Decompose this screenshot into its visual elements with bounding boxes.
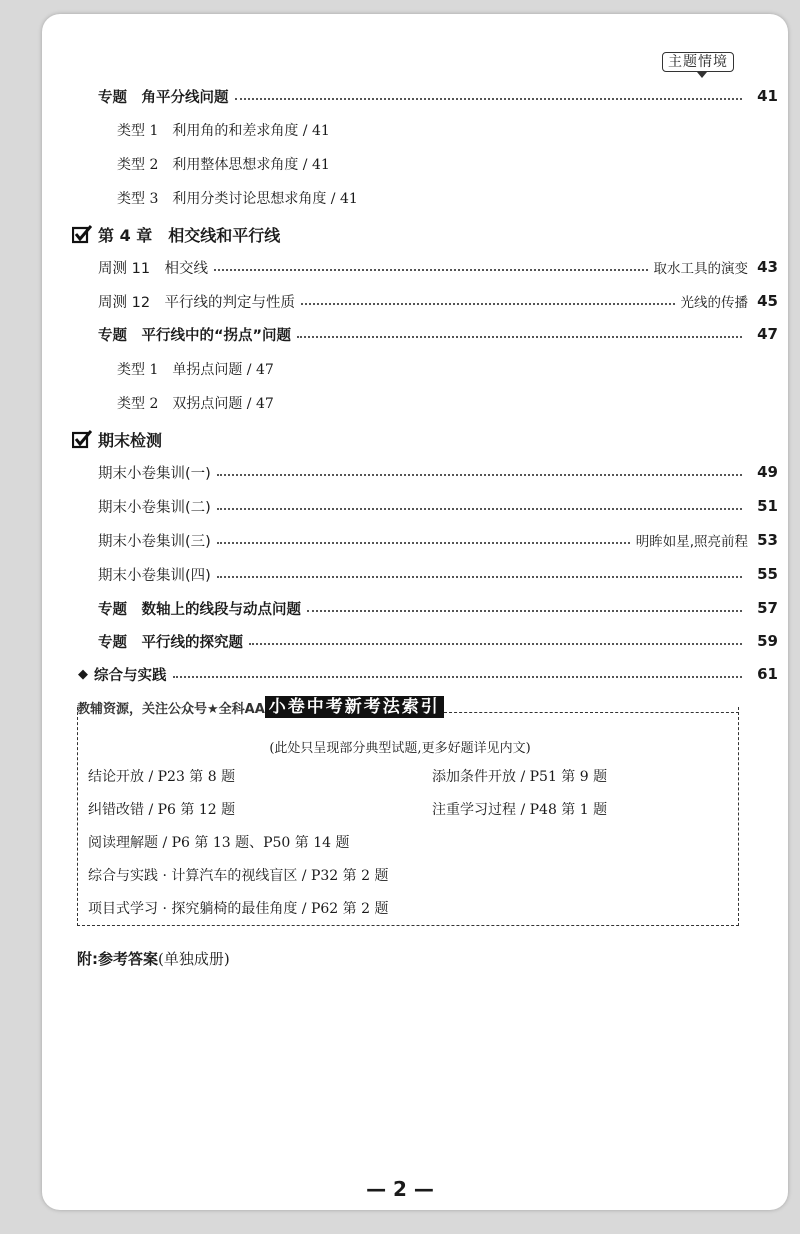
toc-subentry-label: 类型 1 单拐点问题 / 47 — [117, 362, 274, 378]
toc-entry-label: 综合与实践 — [94, 667, 167, 684]
toc-subentry[interactable] — [117, 119, 330, 141]
toc-entry[interactable] — [98, 597, 778, 619]
toc-entry[interactable] — [98, 461, 778, 483]
leader-dots — [235, 98, 743, 100]
toc-entry-page: 53 — [757, 531, 778, 549]
toc-entry-page: 57 — [757, 599, 778, 617]
toc-entry-page: 47 — [757, 325, 778, 343]
toc-entry-label: 期末小卷集训(一) — [98, 465, 211, 482]
toc-entry-page: 51 — [757, 497, 778, 515]
toc-entry-page: 43 — [757, 258, 778, 276]
exam-index-item[interactable]: 纠错改错 / P6 第 12 题 — [88, 802, 236, 818]
exam-index-item[interactable]: 结论开放 / P23 第 8 题 — [88, 769, 236, 785]
exam-index-note: (此处只呈现部分典型试题,更多好题详见内文) — [269, 741, 531, 756]
toc-entry[interactable] — [98, 290, 778, 312]
toc-entry[interactable] — [98, 323, 778, 345]
toc-entry[interactable] — [98, 529, 778, 551]
leader-dots — [301, 303, 674, 305]
checkbox-checked-icon — [72, 224, 92, 244]
leader-dots — [217, 542, 630, 544]
exam-index-item[interactable]: 项目式学习 · 探究躺椅的最佳角度 / P62 第 2 题 — [88, 901, 389, 917]
toc-subentry-label: 类型 3 利用分类讨论思想求角度 / 41 — [117, 191, 358, 207]
chapter-title: 第 4 章 相交线和平行线 — [98, 225, 281, 245]
exam-index-title: 小卷中考新考法索引 — [265, 696, 444, 718]
theme-context-tag: 主题情境 — [662, 52, 734, 72]
toc-subentry[interactable] — [117, 187, 358, 209]
watermark-text: 教辅资源，关注公众号★全科AA — [77, 701, 265, 717]
leader-dots — [217, 474, 742, 476]
leader-dots — [307, 610, 742, 612]
appendix-detail: (单独成册) — [158, 950, 230, 968]
exam-index-item[interactable]: 阅读理解题 / P6 第 13 题、P50 第 14 题 — [88, 835, 350, 851]
toc-entry-label: 专题 数轴上的线段与动点问题 — [98, 601, 301, 618]
divider — [444, 712, 739, 713]
toc-entry-label: 期末小卷集训(二) — [98, 499, 211, 516]
toc-entry-label: 专题 平行线的探究题 — [98, 634, 243, 651]
toc-entry[interactable] — [98, 495, 778, 517]
toc-entry[interactable] — [98, 630, 778, 652]
toc-entry-page: 59 — [757, 632, 778, 650]
toc-entry-label: 周测 12 平行线的判定与性质 — [98, 294, 296, 311]
appendix-note — [77, 948, 230, 969]
toc-subentry-label: 类型 2 双拐点问题 / 47 — [117, 396, 274, 412]
exam-index-header — [77, 697, 739, 717]
toc-entry-page: 49 — [757, 463, 778, 481]
toc-entry[interactable] — [98, 256, 778, 278]
chapter-heading[interactable] — [72, 222, 280, 246]
exam-index-item[interactable]: 注重学习过程 / P48 第 1 题 — [432, 802, 608, 818]
toc-subentry-label: 类型 1 利用角的和差求角度 / 41 — [117, 123, 330, 139]
toc-entry-theme: 取水工具的演变 — [653, 261, 748, 277]
checkbox-checked-icon — [72, 429, 92, 449]
leader-dots — [249, 643, 742, 645]
toc-entry-page: 41 — [757, 87, 778, 105]
toc-entry[interactable] — [98, 563, 778, 585]
toc-entry-page: 61 — [757, 665, 778, 683]
leader-dots — [297, 336, 742, 338]
toc-entry-page: 45 — [757, 292, 778, 310]
toc-entry-label: 专题 平行线中的“拐点”问题 — [98, 327, 292, 344]
toc-entry[interactable] — [98, 85, 778, 107]
exam-index-item[interactable]: 添加条件开放 / P51 第 9 题 — [432, 769, 608, 785]
toc-subentry[interactable] — [117, 392, 274, 414]
toc-subentry[interactable] — [117, 153, 330, 175]
diamond-bullet-icon: ◆ — [78, 666, 88, 682]
chapter-heading[interactable] — [72, 427, 162, 451]
leader-dots — [173, 676, 743, 678]
toc-entry-theme: 光线的传播 — [680, 295, 748, 311]
appendix-label: 附:参考答案 — [77, 950, 158, 968]
toc-entry-label: 周测 11 相交线 — [98, 260, 209, 277]
toc-subentry-label: 类型 2 利用整体思想求角度 / 41 — [117, 157, 330, 173]
leader-dots — [217, 576, 742, 578]
toc-subentry[interactable] — [117, 358, 274, 380]
page-number: — 2 — — [366, 1177, 434, 1201]
toc-entry-theme: 明眸如星,照亮前程 — [635, 534, 748, 550]
toc-entry-label: 专题 角平分线问题 — [98, 89, 229, 106]
chapter-title: 期末检测 — [98, 430, 163, 450]
leader-dots — [217, 508, 742, 510]
exam-index-item[interactable]: 综合与实践 · 计算汽车的视线盲区 / P32 第 2 题 — [88, 868, 389, 884]
toc-entry[interactable] — [78, 663, 778, 685]
toc-entry-label: 期末小卷集训(三) — [98, 533, 211, 550]
leader-dots — [214, 269, 647, 271]
toc-entry-page: 55 — [757, 565, 778, 583]
toc-entry-label: 期末小卷集训(四) — [98, 567, 211, 584]
